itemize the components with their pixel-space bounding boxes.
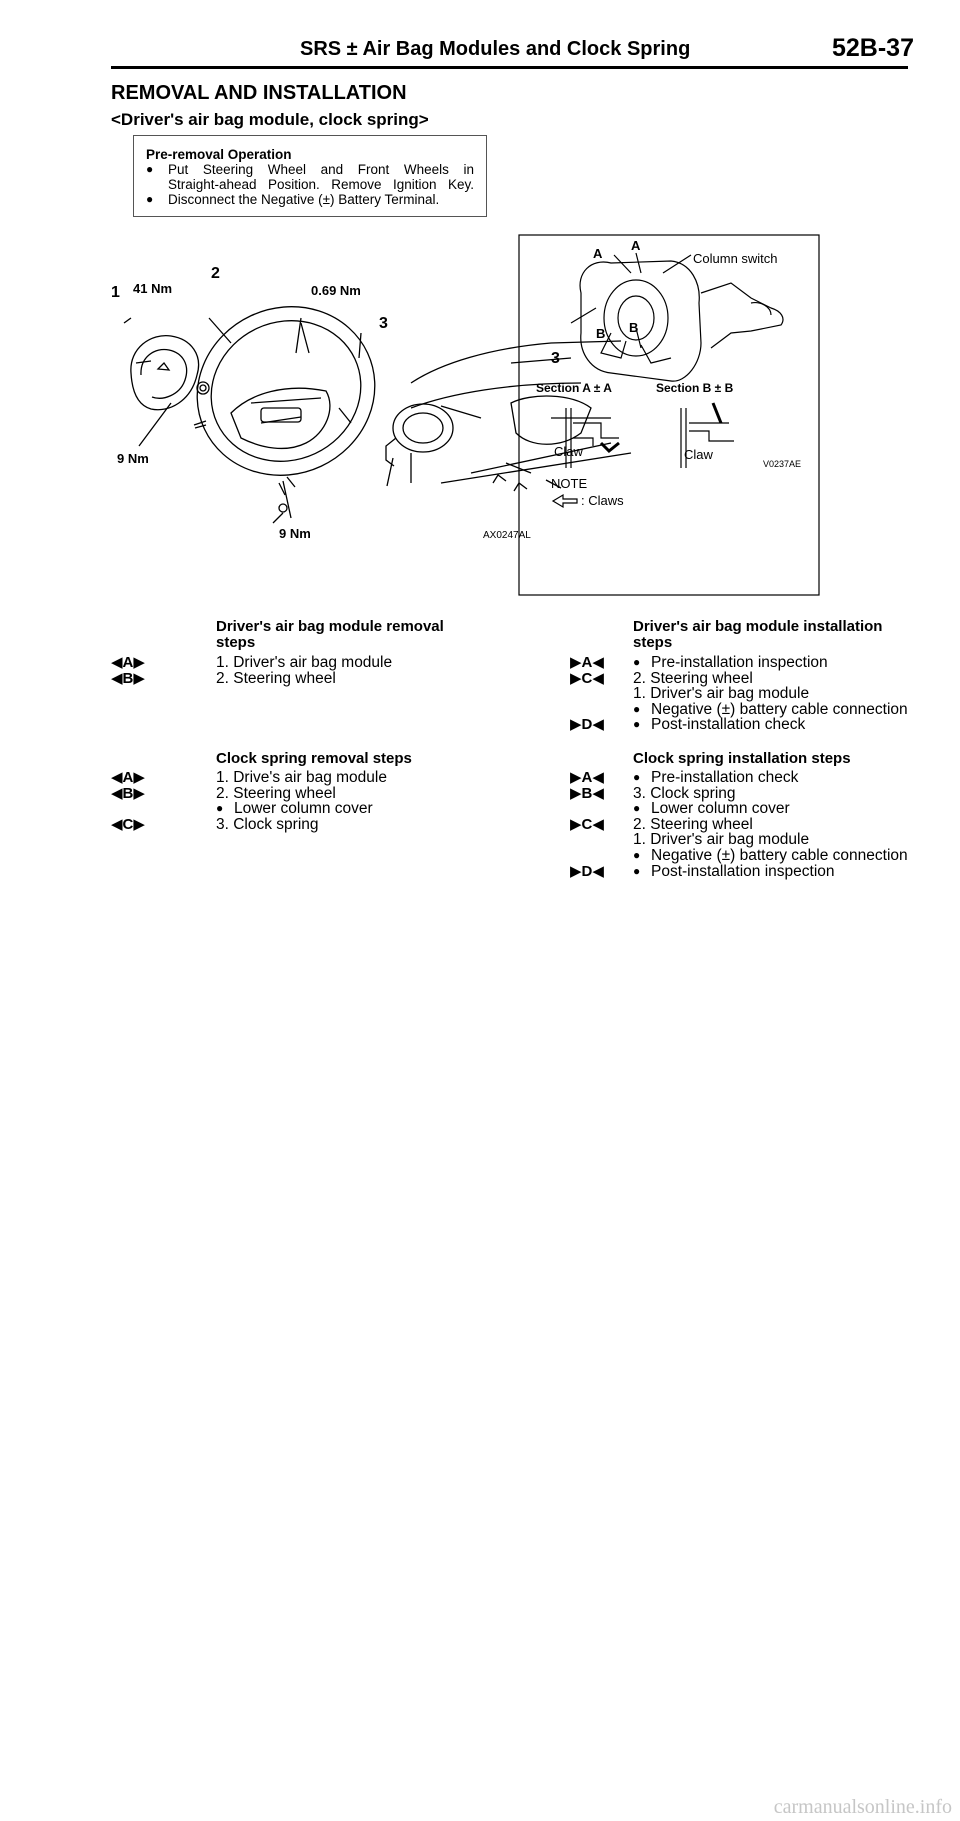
diagram-figure [111, 233, 911, 598]
clock-removal-heading [216, 751, 412, 767]
label-1: 1 [111, 284, 120, 301]
figure-code-right: V0237AE [763, 459, 802, 469]
step-row [570, 686, 910, 702]
step-text: ● Lower column cover [216, 801, 373, 817]
step-row [570, 864, 910, 880]
pre-removal-item: ● Disconnect the Negative (±) Battery Terminal. [146, 192, 474, 207]
step-text: ● Pre-installation check [633, 770, 798, 786]
step-text: ● Post-installation check [633, 717, 805, 733]
note-claws-label: : Claws [581, 493, 624, 508]
label-3-detail: 3 [551, 350, 560, 367]
step-text: ● Post-installation inspection [633, 864, 835, 880]
step-row [570, 770, 910, 786]
label-b1: B [596, 326, 606, 341]
pre-removal-box [133, 135, 487, 217]
clock-spring-drawing [386, 404, 453, 486]
step-row [570, 671, 910, 687]
section-title: REMOVAL AND INSTALLATION [111, 82, 407, 104]
torque-9nm-a: 9 Nm [117, 451, 149, 466]
step-row [570, 848, 910, 864]
step-mark: ▶D◀ [570, 716, 604, 734]
removal-heading-cont: steps [216, 634, 256, 651]
watermark: carmanualsonline.info [773, 1796, 952, 1818]
clock-installation-heading [633, 751, 851, 767]
header-rule [111, 66, 908, 69]
claw-label-b: Claw [684, 447, 713, 462]
column-drawing [411, 341, 631, 491]
clock-installation-steps [570, 770, 910, 879]
step-row [570, 702, 910, 718]
installation-steps [570, 655, 910, 733]
step-text: 2. Steering wheel [633, 815, 753, 833]
step-row [570, 786, 910, 802]
step-row [111, 770, 471, 786]
installation-heading: Driver's air bag module installation [633, 618, 883, 635]
clock-installation-heading-text: Clock spring installation steps [633, 750, 851, 767]
column-switch-label: Column switch [693, 251, 778, 266]
removal-heading: Driver's air bag module removal [216, 618, 444, 635]
step-mark: ▶B◀ [570, 784, 604, 802]
step-text: 3. Clock spring [216, 815, 319, 833]
section-bb-label: Section B ± B [656, 381, 734, 395]
installation-column [633, 619, 913, 651]
label-a2: A [631, 238, 641, 253]
step-row [111, 786, 471, 802]
torque-41nm: 41 Nm [133, 281, 173, 296]
pre-removal-item: ● Put Steering Wheel and Front Wheels in [146, 162, 474, 177]
air-bag-module-drawing [131, 336, 199, 410]
figure-code-left: AX0247AL [483, 530, 531, 541]
step-row [111, 817, 471, 833]
step-row [570, 832, 910, 848]
torque-9nm-b: 9 Nm [279, 526, 311, 541]
step-row [570, 817, 910, 833]
step-text: ● Negative (±) battery cable connection [633, 702, 908, 718]
removal-column [216, 619, 466, 651]
step-text: ● Pre-installation inspection [633, 655, 828, 671]
installation-heading-cont: steps [633, 634, 673, 651]
label-b2: B [629, 320, 639, 335]
step-mark: ◀A▶ [111, 654, 145, 671]
step-row [570, 801, 910, 817]
claw-label-a: Claw [554, 444, 583, 459]
step-mark: ▶C◀ [570, 815, 604, 833]
pre-removal-title: Pre-removal Operation [146, 147, 292, 162]
step-mark: ◀B▶ [111, 784, 145, 802]
step-text: ● Negative (±) battery cable connection [633, 848, 908, 864]
step-text: ● Lower column cover [633, 801, 790, 817]
detail-box [519, 235, 819, 595]
section-subtitle: <Driver's air bag module, clock spring> [111, 110, 429, 129]
step-row [111, 671, 471, 687]
step-text: 1. Driver's air bag module [633, 831, 810, 849]
clock-removal-steps [111, 770, 471, 832]
label-3: 3 [379, 315, 388, 332]
step-mark: ▶D◀ [570, 862, 604, 880]
label-2: 2 [211, 265, 220, 282]
step-row [570, 655, 910, 671]
step-row [111, 801, 471, 817]
step-text: 1. Drive's air bag module [216, 769, 387, 786]
note-label: NOTE [551, 476, 588, 491]
step-text: 2. Steering wheel [216, 784, 336, 802]
torque-069nm: 0.69 Nm [311, 283, 361, 298]
step-mark: ◀A▶ [111, 769, 145, 786]
clock-removal-heading-text: Clock spring removal steps [216, 750, 412, 767]
step-row [570, 717, 910, 733]
step-mark: ◀C▶ [111, 815, 145, 833]
section-aa-label: Section A ± A [536, 381, 612, 395]
label-a1: A [593, 246, 603, 261]
step-text: 1. Driver's air bag module [216, 654, 393, 671]
page-number: 52B-37 [832, 34, 914, 62]
step-mark: ▶A◀ [570, 769, 604, 786]
header-title: SRS ± Air Bag Modules and Clock Spring [300, 38, 691, 60]
step-row [111, 655, 471, 671]
removal-steps [111, 655, 471, 686]
step-mark: ◀B▶ [111, 669, 145, 687]
step-text: 1. Driver's air bag module [633, 685, 810, 703]
step-mark: ▶A◀ [570, 654, 604, 671]
step-text: 3. Clock spring [633, 784, 736, 802]
step-text: 2. Steering wheel [633, 669, 753, 687]
pre-removal-item-cont: Straight-ahead Position. Remove Ignition Key. [168, 177, 474, 192]
step-mark: ▶C◀ [570, 669, 604, 687]
step-text: 2. Steering wheel [216, 669, 336, 687]
